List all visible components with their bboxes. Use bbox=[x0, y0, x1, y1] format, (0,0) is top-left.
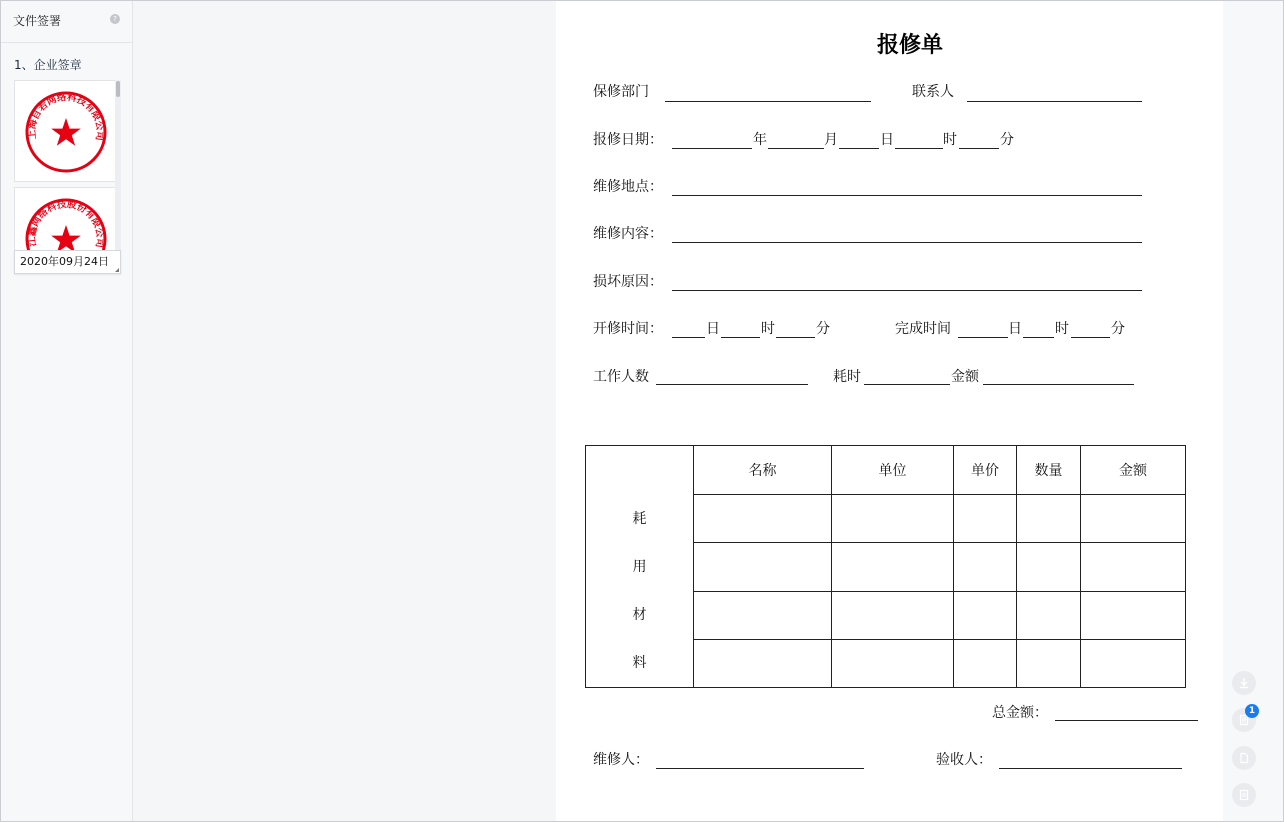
svg-text:江鑫网络科技股份有限公司: 江鑫网络科技股份有限公司 bbox=[26, 198, 106, 249]
underline bbox=[958, 337, 1008, 338]
underline bbox=[672, 290, 1142, 291]
label-start-min: 分 bbox=[816, 321, 830, 337]
table-cell[interactable] bbox=[832, 495, 954, 543]
label-finish-day: 日 bbox=[1008, 321, 1022, 337]
materials-row-label: 耗 用 材 料 bbox=[586, 446, 694, 688]
underline bbox=[895, 148, 943, 149]
seal-list[interactable] bbox=[14, 80, 122, 250]
page-icon[interactable] bbox=[1232, 783, 1256, 807]
table-cell[interactable] bbox=[1017, 543, 1081, 591]
svg-text:上海自若网络科技有限公司: 上海自若网络科技有限公司 bbox=[26, 91, 106, 142]
underline bbox=[776, 337, 815, 338]
header-amount: 金额 bbox=[1081, 446, 1186, 495]
table-cell[interactable] bbox=[1081, 591, 1186, 639]
label-month: 月 bbox=[824, 132, 838, 148]
underline bbox=[1023, 337, 1054, 338]
table-cell[interactable] bbox=[1017, 591, 1081, 639]
label-repairer: 维修人： bbox=[593, 752, 649, 768]
label-minute: 分 bbox=[1000, 132, 1014, 148]
label-hour: 时 bbox=[943, 132, 957, 148]
label-finish-hour: 时 bbox=[1055, 321, 1069, 337]
underline bbox=[672, 242, 1142, 243]
label-total: 总金额： bbox=[992, 705, 1048, 721]
label-location: 维修地点： bbox=[593, 179, 663, 195]
resize-handle[interactable] bbox=[115, 268, 119, 272]
seal-item[interactable] bbox=[14, 80, 116, 182]
underline bbox=[1071, 337, 1110, 338]
underline bbox=[672, 195, 1142, 196]
underline bbox=[864, 384, 950, 385]
label-contact: 联系人 bbox=[912, 84, 954, 100]
table-cell[interactable] bbox=[1017, 639, 1081, 687]
date-stamp[interactable] bbox=[14, 250, 121, 274]
label-amount: 金额 bbox=[951, 369, 979, 385]
document-title: 报修单 bbox=[876, 33, 943, 58]
notification-badge: 1 bbox=[1245, 704, 1259, 718]
underline bbox=[656, 384, 808, 385]
label-duration: 耗时 bbox=[833, 369, 861, 385]
underline bbox=[1055, 720, 1198, 721]
table-cell[interactable] bbox=[694, 543, 832, 591]
section-label-company-seal: 1、企业签章 bbox=[14, 58, 82, 72]
table-cell[interactable] bbox=[832, 591, 954, 639]
header-unit: 单位 bbox=[832, 446, 954, 495]
company-seal-image bbox=[23, 89, 109, 175]
table-cell[interactable] bbox=[694, 639, 832, 687]
table-cell[interactable] bbox=[1081, 543, 1186, 591]
label-finish-time: 完成时间 bbox=[895, 321, 951, 337]
underline bbox=[665, 101, 871, 102]
label-year: 年 bbox=[753, 132, 767, 148]
table-cell[interactable] bbox=[1081, 639, 1186, 687]
label-workers: 工作人数 bbox=[593, 369, 649, 385]
table-cell[interactable] bbox=[694, 495, 832, 543]
sidebar-title: 文件签署 bbox=[13, 14, 62, 28]
sign-sidebar bbox=[1, 1, 133, 821]
table-cell[interactable] bbox=[1017, 495, 1081, 543]
table-cell[interactable] bbox=[694, 591, 832, 639]
label-finish-min: 分 bbox=[1111, 321, 1125, 337]
tool-rail bbox=[1223, 1, 1283, 821]
materials-table bbox=[585, 445, 1186, 688]
label-inspector: 验收人： bbox=[936, 752, 992, 768]
underline bbox=[983, 384, 1134, 385]
label-start-hour: 时 bbox=[761, 321, 775, 337]
table-cell[interactable] bbox=[1081, 495, 1186, 543]
download-icon[interactable] bbox=[1232, 671, 1256, 695]
table-cell[interactable] bbox=[954, 495, 1017, 543]
underline bbox=[967, 101, 1142, 102]
file-icon[interactable] bbox=[1232, 746, 1256, 770]
label-start-time: 开修时间： bbox=[593, 321, 663, 337]
label-day: 日 bbox=[880, 132, 894, 148]
label-cause: 损坏原因： bbox=[593, 274, 663, 290]
underline bbox=[656, 768, 864, 769]
underline bbox=[672, 337, 705, 338]
seal-list-scrollbar[interactable] bbox=[115, 80, 121, 250]
table-cell[interactable] bbox=[954, 639, 1017, 687]
question-icon[interactable]: ? bbox=[110, 14, 120, 24]
underline bbox=[721, 337, 760, 338]
scrollbar-thumb[interactable] bbox=[116, 81, 120, 97]
header-name: 名称 bbox=[694, 446, 832, 495]
underline bbox=[999, 768, 1182, 769]
company-seal-image bbox=[23, 196, 109, 250]
underline bbox=[768, 148, 824, 149]
table-cell[interactable] bbox=[954, 543, 1017, 591]
label-repair-date: 报修日期： bbox=[593, 132, 663, 148]
label-dept: 保修部门 bbox=[593, 84, 649, 100]
table-cell[interactable] bbox=[954, 591, 1017, 639]
document-page bbox=[556, 1, 1223, 821]
table-cell[interactable] bbox=[832, 543, 954, 591]
underline bbox=[672, 148, 752, 149]
underline bbox=[959, 148, 999, 149]
table-cell[interactable] bbox=[832, 639, 954, 687]
sidebar-header bbox=[1, 1, 132, 43]
header-unit-price: 单价 bbox=[954, 446, 1017, 495]
header-quantity: 数量 bbox=[1017, 446, 1081, 495]
underline bbox=[839, 148, 879, 149]
date-stamp-text: 2020年09月24日 bbox=[20, 255, 109, 268]
label-content: 维修内容： bbox=[593, 226, 663, 242]
label-start-day: 日 bbox=[706, 321, 720, 337]
seal-item[interactable] bbox=[14, 187, 116, 250]
